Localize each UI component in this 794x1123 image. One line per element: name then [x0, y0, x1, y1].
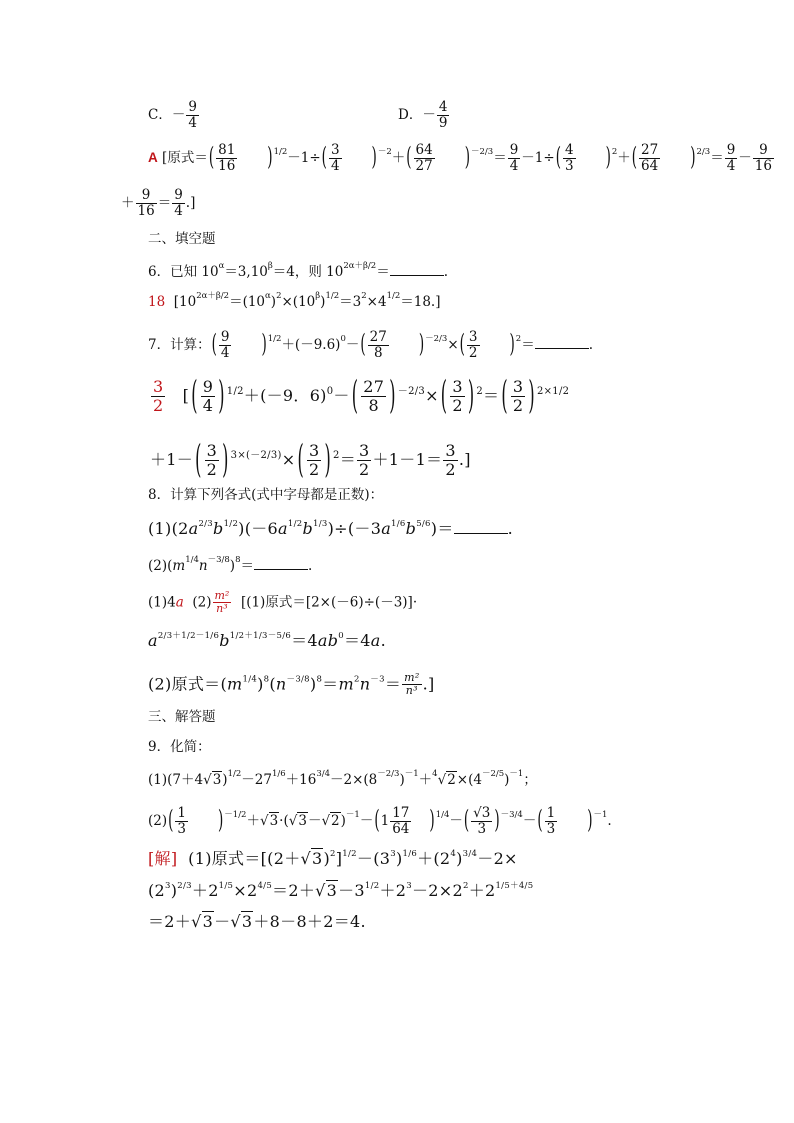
q6-solution: 18 $[10^{2\alpha+\beta/2}=(10^\alpha)^2\times(10^\beta)^{1/2}=3^2\times 4^{1/2}=18.]$: [148, 291, 441, 310]
question-9: 9．化简：: [148, 739, 211, 755]
option-d: D．－ $\frac{4}{9}$: [398, 99, 448, 132]
q9-solution-line2: $(2^3)^{2/3}+2^{1/5}\times 2^{4/5}=2+√3-3^{1/2}+2^3-2\times 2^2+2^{1/5+4/5}$: [148, 881, 534, 900]
q7-solution-line1: $\frac{3}{2}$ [ ( $\frac{9}{4}$ ) $^{1/2}$＋(－9．6)$^0$－ ( $\frac{27}{8}$ ) $^{-2/3}$× ( $\frac{3}{2}$ ) $^2$＝ ( $\frac{3}{2}$ ) $^{2\times 1/2}$: [153, 371, 570, 418]
solution-tag: [解]: [148, 849, 178, 868]
answer-value: 18: [148, 294, 166, 310]
q8-answer: (1)4a (2) $\frac{\text{m²}}{\text{n³}}$ [(1)原式＝[2×(－6)÷(－3)]·: [148, 589, 418, 616]
section-title: 三、解答题: [148, 709, 216, 725]
question-8: 8．计算下列各式(式中字母都是正数)：: [148, 487, 384, 503]
answer-blank: [535, 338, 589, 349]
q5-solution-line1: A [原式＝( $\frac{81}{16}$ )$^{1/2}$－1÷( $\frac{3}{4}$ )$^{-2}$＋( $\frac{64}{27}$ )$^{-2/3}$＝ $\frac{9}{4}$ －1÷( $\frac{4}{3}$ )$^2$＋( $\frac{27}{64}$ )$^{2/3}$＝ $\frac{9}{4}$ － $\frac{9}{16}$: [148, 142, 772, 175]
answer-blank: [390, 265, 444, 276]
question-6: 6．已知 $10^\alpha=3,10^\beta=4$，则 $10^{2\alpha+\beta/2}=$ .: [148, 261, 448, 280]
answer-blank: [454, 523, 508, 534]
q8-part2: $(2)(m^{1/4}n^{-3/8})^8=$ .: [148, 555, 313, 574]
q8-part1: $(1)(2a^{2/3}b^{1/2})(-6a^{1/2}b^{1/3})\div(-3a^{1/6}b^{5/6})=$ .: [148, 519, 514, 538]
fraction: $\frac{4}{9}$: [438, 99, 448, 132]
q9-solution-line1: [解] (1)原式$=[(2+√3)^2]^{1/2}-(3^3)^{1/6}+(2^4)^{3/4}-2\times$: [148, 849, 518, 868]
q9-part2: (2)( $\frac{1}{3}$ )$^{-1/2}+√3\cdot(√3-√2)^{-1}-(1$ $\frac{17}{64}$ )$^{1/4}$－( $\frac{√3}{3}$ )$^{-3/4}$－( $\frac{1}{3}$ )$^{-1}$.: [148, 805, 612, 838]
answer-label: A: [148, 150, 158, 166]
q8-solution-line3: (2)原式$=(m^{1/4})^8(n^{-3/8})^8=m^2n^{-3}=$ $\frac{\text{m²}}{\text{n³}}$ .]: [148, 671, 435, 698]
fraction: $\frac{9}{4}$: [188, 99, 197, 132]
answer-value: $\frac{3}{2}$: [153, 377, 164, 415]
q7-solution-line2: ＋1－ ( $\frac{3}{2}$ ) $^{3\times(-2/3)}$× ( $\frac{3}{2}$ ) $^2$＝ $\frac{3}{2}$ ＋1－1＝ $\frac{3}{2}$ .]: [150, 435, 471, 482]
answer-blank: [254, 559, 308, 570]
q8-solution-line2: $a^{2/3+1/2-1/6}b^{1/2+1/3-5/6}=4ab^0=4a$.: [148, 631, 386, 650]
question-7: 7．计算：( $\frac{9}{4}$ )$^{1/2}+(-9.6)^0-$( $\frac{27}{8}$ )$^{-2/3}$×( $\frac{3}{2}$ )$^2$＝ .: [148, 329, 593, 362]
option-c: C．－ $\frac{9}{4}$: [148, 99, 197, 132]
q9-solution-line3: ＝2＋√3－√3＋8－8＋2＝4.: [148, 912, 366, 931]
section-title: 二、填空题: [148, 231, 216, 247]
q9-part1: $(1)(7+4√3)^{1/2}-27^{1/6}+16^{3/4}-2\times(8^{-2/3})^{-1}+^4√2\times(4^{-2/5})^{-1}$；: [148, 769, 537, 788]
q5-solution-line2: ＋ $\frac{9}{16}$ ＝ $\frac{9}{4}$ .]: [121, 187, 196, 220]
